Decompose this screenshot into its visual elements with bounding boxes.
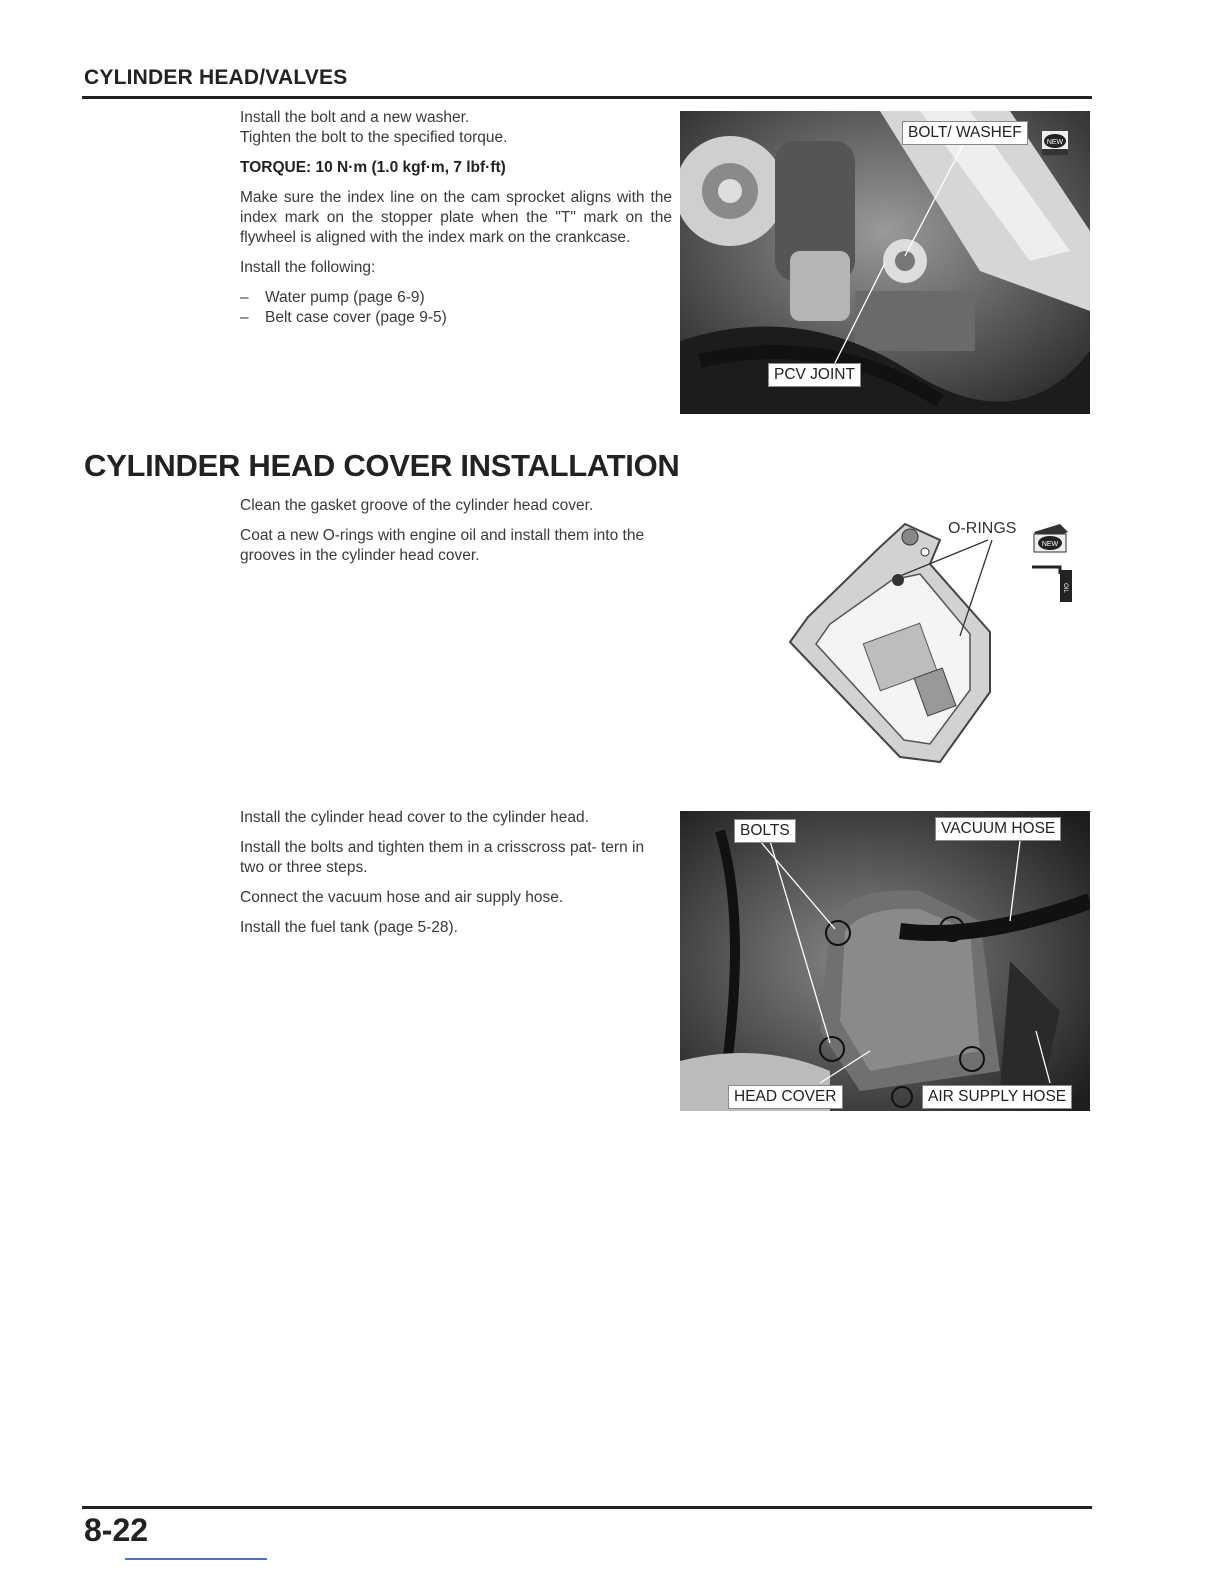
footer-rule: [82, 1506, 1092, 1509]
head-cover-photo: [680, 811, 1090, 1111]
coat-instruction: Coat a new O-rings with engine oil and install them into the grooves in the cylinder head cover.: [240, 527, 645, 564]
label-head-cover: HEAD COVER: [728, 1085, 843, 1109]
text-line: Tighten the bolt to the specified torque.: [240, 129, 508, 146]
install-following: Install the following:: [240, 259, 376, 276]
bolt-washer-photo: [680, 111, 1090, 414]
fuel-tank-instruction: Install the fuel tank (page 5-28).: [240, 919, 458, 936]
new-badge-text: NEW: [1041, 541, 1059, 548]
install-cover-instruction: Install the cylinder head cover to the cylinder head.: [240, 809, 589, 826]
torque-spec: TORQUE: 10 N·m (1.0 kgf·m, 7 lbf·ft): [240, 159, 506, 176]
header-rule: [82, 96, 1092, 99]
connect-hose-instruction: Connect the vacuum hose and air supply hose.: [240, 889, 564, 906]
label-o-rings: O-RINGS: [948, 520, 1017, 537]
label-bolts: BOLTS: [734, 819, 796, 843]
install-cover-text: [240, 808, 672, 948]
new-badge-text: NEW: [1046, 139, 1064, 146]
page-number: 8-22: [84, 1512, 149, 1548]
label-pcv-joint: PCV JOINT: [768, 363, 861, 387]
section-header: CYLINDER HEAD/VALVES: [84, 66, 348, 89]
clean-instruction: Clean the gasket groove of the cylinder head cover.: [240, 497, 594, 514]
new-part-icon: [1042, 131, 1068, 155]
label-air-supply-hose: AIR SUPPLY HOSE: [922, 1085, 1072, 1109]
label-vacuum-hose: VACUUM HOSE: [935, 817, 1061, 841]
label-bolt-washer: BOLT/ WASHEF: [902, 121, 1028, 145]
link-underline: [125, 1558, 267, 1560]
oil-can-icon: [1032, 567, 1072, 602]
head-cover-diagram: [780, 512, 1090, 774]
section-title: CYLINDER HEAD COVER INSTALLATION: [84, 448, 680, 483]
new-part-icon: [1034, 524, 1068, 552]
oil-label-text: OIL: [1062, 583, 1068, 593]
section-instructions: [240, 496, 672, 576]
index-instruction: Make sure the index line on the cam sprocket aligns with the index mark on the stopper plate when the "T" mark on the flywheel is aligned with the index mark on the crankcase.: [240, 189, 672, 246]
text-line: Install the bolt and a new washer.: [240, 109, 470, 126]
install-bolt-text: [240, 108, 672, 328]
list-item: – Water pump (page 6-9): [240, 288, 672, 308]
bolts-instruction: Install the bolts and tighten them in a crisscross pat- tern in two or three steps.: [240, 839, 645, 876]
install-list: [240, 288, 672, 328]
list-item: – Belt case cover (page 9-5): [240, 308, 672, 328]
